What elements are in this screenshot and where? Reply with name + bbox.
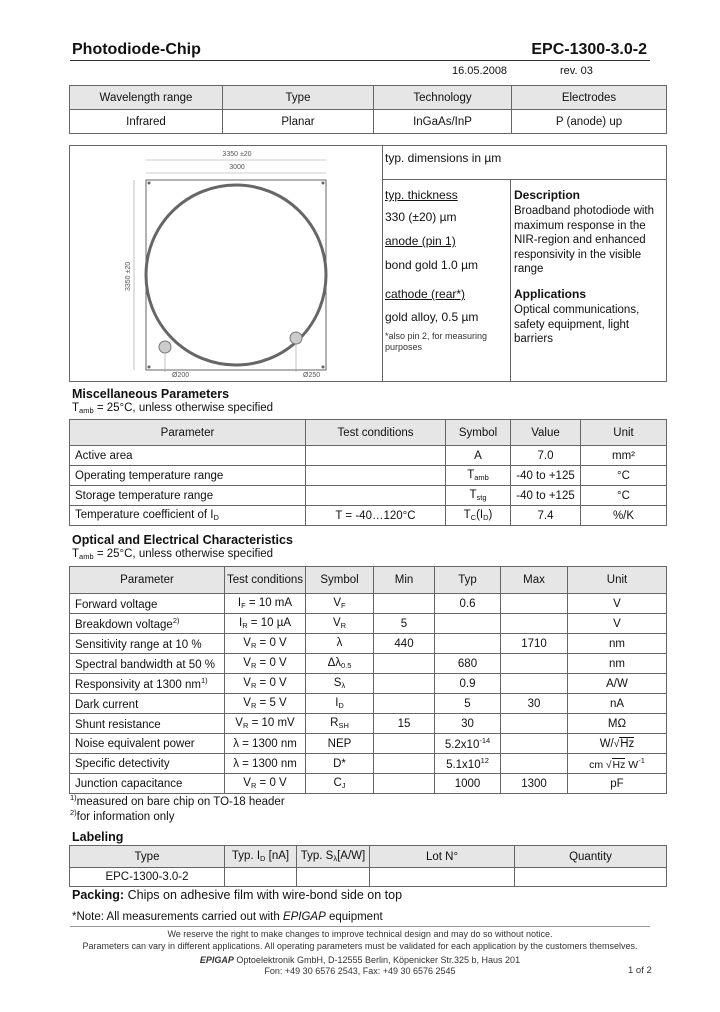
dim-left-label: 3350 ±20 <box>125 261 132 291</box>
cond-cell <box>306 486 446 506</box>
doc-date: 16.05.2008 <box>452 65 508 77</box>
symbol-text: R <box>330 717 339 729</box>
col-electrodes: Electrodes <box>512 86 667 110</box>
unit-cell <box>568 734 667 754</box>
typ-cell: 1000 <box>435 774 501 794</box>
note-brand: EPIGAP <box>282 911 326 923</box>
cell-wavelength: Infrared <box>70 110 223 134</box>
lab-s-cell <box>297 868 370 887</box>
box-divider-h <box>382 179 667 180</box>
min-cell <box>374 754 435 774</box>
dim-top2-label: 3000 <box>229 164 245 171</box>
thickness-label: typ. thickness <box>385 188 458 202</box>
col-type: Type <box>223 86 374 110</box>
param-cell <box>70 594 225 614</box>
unit-cell <box>568 754 667 774</box>
symbol-sub: C <box>470 513 477 522</box>
company-address: Optoelektronik GmbH, D-12555 Berlin, Köpenicker Str.325 b, Haus 201 <box>233 955 521 965</box>
min-cell: 5 <box>374 614 435 634</box>
typ-cell <box>435 734 501 754</box>
typ-base: 5.1x10 <box>446 759 481 771</box>
table-row <box>70 634 667 654</box>
labeling-table <box>69 845 667 887</box>
lab-h-qty: Quantity <box>515 846 667 868</box>
doc-revision: rev. 03 <box>560 65 593 77</box>
anode-label: anode (pin 1) <box>385 234 456 248</box>
symbol-text: I <box>335 697 339 709</box>
corner-mark-bl <box>148 366 151 369</box>
typ-cell: 5 <box>435 694 501 714</box>
cond-cell <box>225 594 306 614</box>
max-cell <box>501 614 568 634</box>
footer-rule <box>70 926 650 927</box>
unit-cell: nm <box>568 634 667 654</box>
typ-cell <box>435 754 501 774</box>
lab-id-cell <box>225 868 297 887</box>
disclaimer-2: Parameters can vary in different applications. All operating parameters must be validated for each application by the customers themselves. <box>82 941 638 951</box>
packing-text: Chips on adhesive film with wire-bond side on top <box>127 888 403 902</box>
cond-var: V <box>235 717 243 729</box>
param-cell <box>70 714 225 734</box>
lab-h-type: Type <box>70 846 225 868</box>
lab-h-typ-s-text: Typ. S <box>300 850 334 862</box>
typ-base: 5.2x10 <box>444 739 480 751</box>
cathode-footnote: *also pin 2, for measuring purposes <box>385 331 488 352</box>
footnote-1 <box>70 793 285 808</box>
footnote-2-mark: 2) <box>70 808 77 817</box>
symbol-cell <box>306 594 374 614</box>
cond-cell <box>225 674 306 694</box>
param-cell: Specific detectivity <box>70 754 225 774</box>
misc-cond-t: T <box>72 402 80 414</box>
cond-sub: R <box>250 641 257 650</box>
cond-rest: = 0 V <box>256 777 287 789</box>
value-cell: -40 to +125 <box>511 466 581 486</box>
cathode-value: gold alloy, 0.5 µm <box>385 310 479 324</box>
part-number: EPC-1300-3.0-2 <box>531 41 647 58</box>
dim-top-label: 3350 ±20 <box>222 151 252 158</box>
cond-var: I <box>238 617 243 629</box>
unit-cell: nA <box>568 694 667 714</box>
typ-exp: 12 <box>480 756 489 765</box>
cathode-pad <box>159 341 171 353</box>
misc-h-symbol: Symbol <box>446 420 511 446</box>
symbol-sub2: D <box>483 513 489 522</box>
symbol-sub: amb <box>474 473 489 482</box>
max-cell <box>501 754 568 774</box>
footnote-1-mark: 1) <box>70 793 77 802</box>
cond-cell: λ = 1300 nm <box>225 734 306 754</box>
applications-text: Optical communications, safety equipment, light barriers <box>514 304 640 345</box>
cond-var: V <box>243 637 251 649</box>
max-cell <box>501 714 568 734</box>
symbol-sub: F <box>341 601 346 610</box>
lab-h-typ-id-text: Typ. I <box>231 850 261 862</box>
cathode-label: cathode (rear*) <box>385 287 466 301</box>
cond-cell <box>225 654 306 674</box>
param-cell <box>70 654 225 674</box>
typ-exp: -14 <box>479 736 491 745</box>
max-cell <box>501 674 568 694</box>
cond-cell: T = -40…120°C <box>306 506 446 526</box>
cond-var: V <box>243 777 251 789</box>
param-text: Shunt resistance <box>75 719 161 731</box>
param-cell <box>70 506 306 526</box>
corner-mark-tl <box>148 182 151 185</box>
max-cell <box>501 594 568 614</box>
cond-cell <box>225 714 306 734</box>
max-cell <box>501 654 568 674</box>
sqrt-icon: √ <box>613 738 620 750</box>
cond-sub: R <box>250 781 257 790</box>
cond-var: V <box>243 657 251 669</box>
symbol-cell: D* <box>306 754 374 774</box>
symbol-cell <box>306 674 374 694</box>
value-cell: 7.0 <box>511 446 581 466</box>
symbol-cell <box>446 506 511 526</box>
applications-title: Applications <box>514 287 587 301</box>
symbol-sub: J <box>341 781 346 790</box>
lab-lot-cell <box>370 868 515 887</box>
symbol-text: Δλ <box>327 657 341 669</box>
symbol-cell: NEP <box>306 734 374 754</box>
cond-sub: R <box>242 721 249 730</box>
param-text: Dark current <box>75 699 139 711</box>
cond-sub: R <box>250 681 257 690</box>
max-cell <box>501 734 568 754</box>
cond-cell <box>306 446 446 466</box>
symbol-text: T <box>467 469 475 481</box>
corner-mark-tr <box>322 182 325 185</box>
opt-h-max: Max <box>501 567 568 594</box>
symbol-text: T <box>463 509 471 521</box>
symbol-sub: stg <box>476 493 487 502</box>
cond-rest: = 0 V <box>256 657 287 669</box>
table-row <box>70 486 667 506</box>
sqrt-icon: √ <box>606 760 612 771</box>
param-cell: Storage temperature range <box>70 486 306 506</box>
value-cell: 7.4 <box>511 506 581 526</box>
unit-cell: °C <box>581 466 667 486</box>
param-sub: D <box>213 513 219 522</box>
misc-cond-sub: amb <box>79 406 94 415</box>
unit-post: W <box>625 759 639 771</box>
unit-cell: mm² <box>581 446 667 466</box>
cond-var: V <box>243 677 251 689</box>
cond-rest: = 5 V <box>256 697 287 709</box>
symbol-cell <box>306 614 374 634</box>
param-text: Spectral bandwidth at 50 % <box>75 659 216 671</box>
param-text: Breakdown voltage <box>75 619 173 631</box>
typ-cell: 680 <box>435 654 501 674</box>
cond-cell: λ = 1300 nm <box>225 754 306 774</box>
lab-h-typ-id-sub: D <box>260 854 266 863</box>
unit-cell: V <box>568 614 667 634</box>
note-post: equipment <box>325 911 383 923</box>
symbol-cell <box>446 446 511 466</box>
unit-cell: nm <box>568 654 667 674</box>
symbol-text: λ <box>336 637 343 649</box>
symbol-cell <box>306 714 374 734</box>
packing-label: Packing: <box>72 888 125 902</box>
symbol-sub: 0.5 <box>341 661 352 670</box>
opt-h-min: Min <box>374 567 435 594</box>
cond-sub: R <box>242 621 248 630</box>
symbol-cell <box>306 634 374 654</box>
unit-pre: cm <box>589 759 607 771</box>
unit-pre: W/ <box>599 737 614 750</box>
optical-rows <box>70 594 667 734</box>
table-row <box>70 466 667 486</box>
symbol-sub: SH <box>338 721 349 730</box>
symbol-text: C <box>333 777 342 789</box>
unit-radicand: Hz <box>620 737 635 750</box>
symbol-sub: R <box>340 621 347 630</box>
min-cell <box>374 594 435 614</box>
table-row <box>70 594 667 614</box>
cond-var: V <box>243 697 251 709</box>
param-cell <box>70 694 225 714</box>
param-note: 1) <box>200 676 208 685</box>
description-text: Broadband photodiode with maximum response in the NIR-region and enhanced responsivity in the visible range <box>514 205 655 275</box>
min-cell <box>374 774 435 794</box>
note-pre: *Note: All measurements carried out with <box>72 911 283 923</box>
param-cell: Active area <box>70 446 306 466</box>
misc-table <box>69 419 667 526</box>
param-cell: Noise equivalent power <box>70 734 225 754</box>
unit-cell: pF <box>568 774 667 794</box>
table-row <box>70 754 667 774</box>
table-row <box>70 734 667 754</box>
symbol-text: S <box>333 677 342 689</box>
table-row <box>70 506 667 526</box>
cond-sub: F <box>241 601 246 610</box>
table-row <box>70 694 667 714</box>
box-divider-v2 <box>510 179 511 381</box>
unit-cell: MΩ <box>568 714 667 734</box>
opt-cond-sub: amb <box>79 552 94 561</box>
anode-value: bond gold 1.0 µm <box>385 258 478 272</box>
cond-cell <box>306 466 446 486</box>
corner-mark-br <box>322 366 325 369</box>
symbol-text: T <box>469 489 477 501</box>
lab-h-typ-s-sub: λ <box>333 854 338 863</box>
cond-rest: = 0 V <box>256 677 287 689</box>
unit-radicand: Hz <box>612 759 626 771</box>
unit-cell: °C <box>581 486 667 506</box>
min-cell: 440 <box>374 634 435 654</box>
value-cell: -40 to +125 <box>511 486 581 506</box>
lab-h-typ-id <box>225 846 297 868</box>
cond-var: I <box>237 597 242 609</box>
typ-cell: 0.6 <box>435 594 501 614</box>
symbol-cell <box>446 486 511 506</box>
cell-type: Planar <box>223 110 374 134</box>
symbol-cell <box>306 774 374 794</box>
opt-h-cond: Test conditions <box>225 567 306 594</box>
param-text: Responsivity at 1300 nm <box>75 679 201 691</box>
param-cell: Operating temperature range <box>70 466 306 486</box>
min-cell <box>374 674 435 694</box>
table-row <box>70 714 667 734</box>
footnote-2-text: for information only <box>76 811 175 823</box>
table-row <box>70 868 667 887</box>
symbol-text: A <box>474 449 482 462</box>
cond-cell <box>225 774 306 794</box>
cell-electrodes: P (anode) up <box>512 110 667 134</box>
table-row <box>70 774 667 794</box>
anode-pad <box>290 332 302 344</box>
min-cell <box>374 654 435 674</box>
page-title: Photodiode-Chip <box>72 41 201 58</box>
symbol-paren: (I <box>476 509 484 521</box>
max-cell: 1710 <box>501 634 568 654</box>
cell-technology: InGaAs/InP <box>374 110 512 134</box>
unit-cell: V <box>568 594 667 614</box>
unit-exp: -1 <box>638 756 645 765</box>
cond-sub: R <box>250 661 257 670</box>
lab-h-typ-s-unit: [A/W] <box>337 850 366 862</box>
min-cell <box>374 694 435 714</box>
lab-qty-cell <box>515 868 667 887</box>
dim-bottom-left-label: Ø200 <box>172 372 190 379</box>
min-cell: 15 <box>374 714 435 734</box>
param-cell <box>70 674 225 694</box>
symbol-sub: D <box>338 701 344 710</box>
max-cell: 1300 <box>501 774 568 794</box>
cond-sub: R <box>250 701 257 710</box>
company-line <box>70 955 650 965</box>
lab-h-lot: Lot N° <box>370 846 515 868</box>
param-cell <box>70 614 225 634</box>
symbol-sub: λ <box>341 681 346 690</box>
disclaimer-1: We reserve the right to make changes to improve technical design and may do so without notice. <box>167 929 553 939</box>
company-brand: EPIGAP <box>199 955 234 965</box>
param-note: 2) <box>172 616 180 625</box>
misc-h-value: Value <box>511 420 581 446</box>
optical-table <box>69 566 667 794</box>
cond-cell <box>225 694 306 714</box>
header-rule <box>70 60 650 61</box>
opt-h-symbol: Symbol <box>306 567 374 594</box>
misc-h-cond: Test conditions <box>306 420 446 446</box>
chip-drawing <box>72 146 378 380</box>
opt-h-typ: Typ <box>435 567 501 594</box>
cond-rest: = 10 mA <box>245 597 293 609</box>
page-number: 1 of 2 <box>628 965 652 976</box>
cond-rest: = 10 mV <box>248 717 295 729</box>
description-title: Description <box>514 188 581 202</box>
optical-conditions <box>72 548 273 561</box>
opt-h-param: Parameter <box>70 567 225 594</box>
table-row <box>70 614 667 634</box>
col-technology: Technology <box>374 86 512 110</box>
lab-h-typ-s <box>297 846 370 868</box>
min-cell <box>374 734 435 754</box>
footnote-2 <box>70 808 174 823</box>
table-row <box>70 654 667 674</box>
footnote-1-text: measured on bare chip on TO-18 header <box>76 796 285 808</box>
dim-bottom-right-label: Ø250 <box>303 372 321 379</box>
packing-line <box>72 888 402 902</box>
box-divider <box>382 146 383 381</box>
col-wavelength: Wavelength range <box>70 86 223 110</box>
param-text: Temperature coefficient of I <box>75 509 214 521</box>
thickness-value: 330 (±20) µm <box>385 210 457 224</box>
param-text: Sensitivity range at 10 % <box>75 639 202 651</box>
misc-conditions <box>72 402 273 415</box>
table-row <box>70 446 667 466</box>
param-cell <box>70 634 225 654</box>
typ-cell: 0.9 <box>435 674 501 694</box>
symbol-close: ) <box>488 509 493 521</box>
cond-cell <box>225 614 306 634</box>
measurement-note <box>72 911 383 923</box>
summary-table <box>69 85 667 134</box>
param-text: Forward voltage <box>75 599 158 611</box>
unit-cell: A/W <box>568 674 667 694</box>
unit-cell: %/K <box>581 506 667 526</box>
symbol-text: V <box>332 617 341 629</box>
cond-rest: = 10 µA <box>247 617 291 629</box>
lab-type-cell: EPC-1300-3.0-2 <box>70 868 225 887</box>
optical-title: Optical and Electrical Characteristics <box>72 533 293 547</box>
opt-cond-t: T <box>72 548 80 560</box>
symbol-text: V <box>333 597 342 609</box>
param-cell: Junction capacitance <box>70 774 225 794</box>
max-cell: 30 <box>501 694 568 714</box>
misc-cond-rest: = 25°C, unless otherwise specified <box>93 402 274 414</box>
table-row <box>70 674 667 694</box>
cond-rest: = 0 V <box>256 637 287 649</box>
misc-h-unit: Unit <box>581 420 667 446</box>
opt-h-unit: Unit <box>568 567 667 594</box>
symbol-cell <box>306 654 374 674</box>
phone-line: Fon: +49 30 6576 2543, Fax: +49 30 6576 2545 <box>264 966 456 976</box>
lab-h-typ-id-unit: [nA] <box>265 850 290 862</box>
labeling-title: Labeling <box>72 830 124 844</box>
opt-cond-rest: = 25°C, unless otherwise specified <box>93 548 274 560</box>
typ-cell: 30 <box>435 714 501 734</box>
typ-cell <box>435 614 501 634</box>
misc-h-param: Parameter <box>70 420 306 446</box>
typ-cell <box>435 634 501 654</box>
misc-title: Miscellaneous Parameters <box>72 387 230 401</box>
symbol-cell <box>306 694 374 714</box>
dims-note: typ. dimensions in µm <box>385 151 502 165</box>
cond-cell <box>225 634 306 654</box>
symbol-cell <box>446 466 511 486</box>
